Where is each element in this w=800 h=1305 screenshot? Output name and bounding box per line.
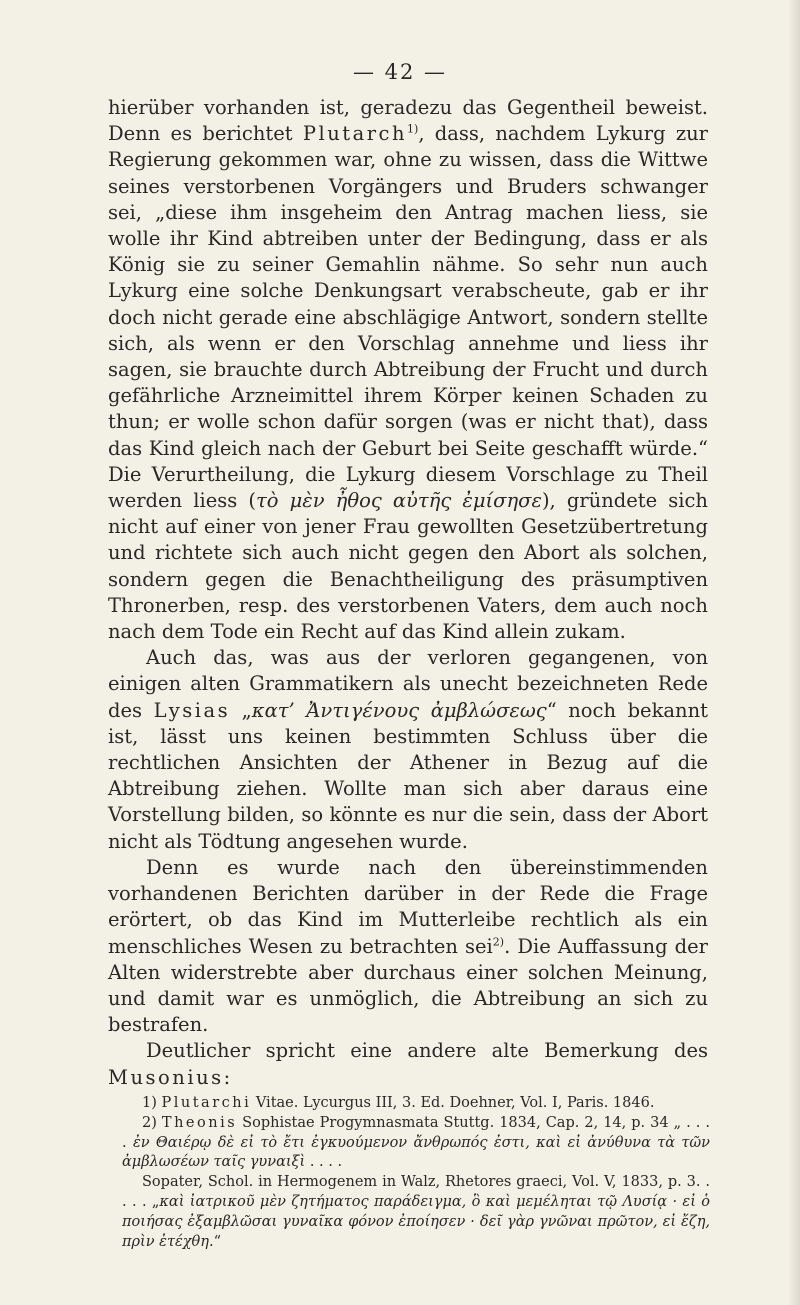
footnote [122, 1173, 710, 1252]
text-run: . Die Auffassung der Alten widerstrebte aber durchaus einer solchen Meinung, und damit war es unmöglich, die Abtreibung an sich zu bestrafen. [108, 934, 708, 1037]
greek-quote: κατ’ Ἀντιγένους ἀμβλώσεως [251, 698, 547, 722]
spaced-name: Lysias [153, 698, 231, 722]
paragraph [108, 95, 708, 645]
footnote [122, 1094, 710, 1114]
text-run: Sophistae Progymnasmata Stuttg. 1834, Cap. 2, 14, p. 34 „ . . . . [122, 1114, 711, 1151]
text-run: Deutlicher spricht eine andere alte Bemerkung des [146, 1039, 708, 1063]
page-number: — 42 — [352, 60, 448, 84]
text-run: Vitae. Lycurgus III, 3. Ed. Doehner, Vol. I, Paris. 1846. [251, 1095, 655, 1111]
text-run: Sopater, Schol. in Hermogenem in Walz, Rhetores graeci, Vol. V, 1833, p. 3. . . . . „ [122, 1174, 710, 1210]
text-run: ), gründete sich nicht auf einer von jener Frau gewollten Gesetzübertretung und richtete sich auch nicht gegen den Abort als solchen, sondern gegen die Benachtheiligung des präsumptiven Thronerben, resp. des verstorbenen Vaters, dem auch noch nach dem Tode ein Recht auf das Kind allein zukam. [108, 489, 708, 644]
text-run: , dass, nachdem Lykurg zur Regierung gekommen war, ohne zu wissen, dass die Wittwe seines verstorbenen Vorgängers und Bruders schwanger sei, „diese ihm insgeheim den Antrag machen liess, sie wolle ihr Kind abtreiben unter der Bedingung, dass er als König sie zu seiner Gemahlin nähme. So sehr nun auch Lykurg eine solche Denkungsart verabscheute, gab er ihr doch nicht gerade eine abschlägige Antwort, sondern stellte sich, als wenn er den Vorschlag annehme und liess ihr sagen, sie brauchte durch Abtreibung der Frucht und durch gefährliche Arzneimittel ihrem Körper keinen Schaden zu thun; er wolle schon dafür sorgen (was er nicht that), dass das Kind gleich nach der Geburt bei Seite geschafft würde.“ Die Verurtheilung, die Lykurg diesem Vorschlage zu Theil werden liess ( [108, 122, 708, 513]
page-edge-shadow [788, 0, 800, 1305]
spaced-name: Plutarchi [161, 1095, 252, 1111]
greek-quote: τὸ μὲν ἦθος αὐτῆς ἐμίσησε [255, 489, 542, 513]
footnote-ref: 1) [407, 122, 419, 136]
greek-quote: καὶ ἰατρικοῦ μὲν ζητήματος παράδειγμα, ὃ καὶ μεμέληται τῷ Λυσίᾳ · εἰ ὁ ποιήσας ἐξαμβλῶσαι γυναῖκα φόνον ἐποίησεν · δεῖ γὰρ γνῶναι πρῶτον, εἰ ἔζη, πρὶν ἐτέχθη. [122, 1193, 710, 1250]
text-run: hierüber vorhanden ist, geradezu das Gegentheil beweist. Denn es berichtet [108, 96, 708, 146]
spaced-name: Plutarch [302, 122, 408, 146]
text-run: “ [213, 1233, 221, 1250]
text-run: 2) [142, 1114, 162, 1131]
text-run: “ noch bekannt ist, lässt uns keinen bestimmten Schluss über die rechtlichen Ansichten der Athener in Bezug auf die Abtreibung ziehen. Wollte man sich aber daraus eine Vorstellung bilden, so könnte es nur die sein, dass der Abort nicht als Tödtung angesehen wurde. [108, 698, 708, 853]
text-run: : [223, 1065, 231, 1089]
spaced-name: Musonius [108, 1065, 224, 1089]
paragraph [108, 645, 708, 855]
text-run: . . . . [305, 1154, 343, 1171]
paragraph [108, 855, 708, 1038]
text-run: Denn es wurde nach den übereinstimmenden vorhandenen Berichten darüber in der Rede die Frage erörtert, ob das Kind im Mutterleibe rechtlich als ein menschliches Wesen zu betrachten sei [108, 855, 708, 958]
paragraph [108, 1038, 708, 1090]
text-run: „ [230, 698, 252, 722]
footnote-ref: 2) [492, 935, 505, 948]
footnotes [122, 1094, 710, 1252]
footnote [122, 1114, 710, 1173]
greek-quote: ἐν Θαιέρῳ δὲ εἰ τὸ ἔτι ἐγκυούμενον ἄνθρωπός ἐστι, καὶ εἰ ἀνύθυνα τὰ τῶν ἀμβλωσέων ταῖς γυναιξὶ [122, 1134, 711, 1171]
main-text [108, 95, 708, 1091]
text-run: 1) [142, 1095, 162, 1111]
spaced-name: Theonis [161, 1114, 238, 1131]
text-run: Auch das, was aus der verloren gegangenen, von einigen alten Grammatikern als unecht bezeichneten Rede des [108, 646, 708, 722]
